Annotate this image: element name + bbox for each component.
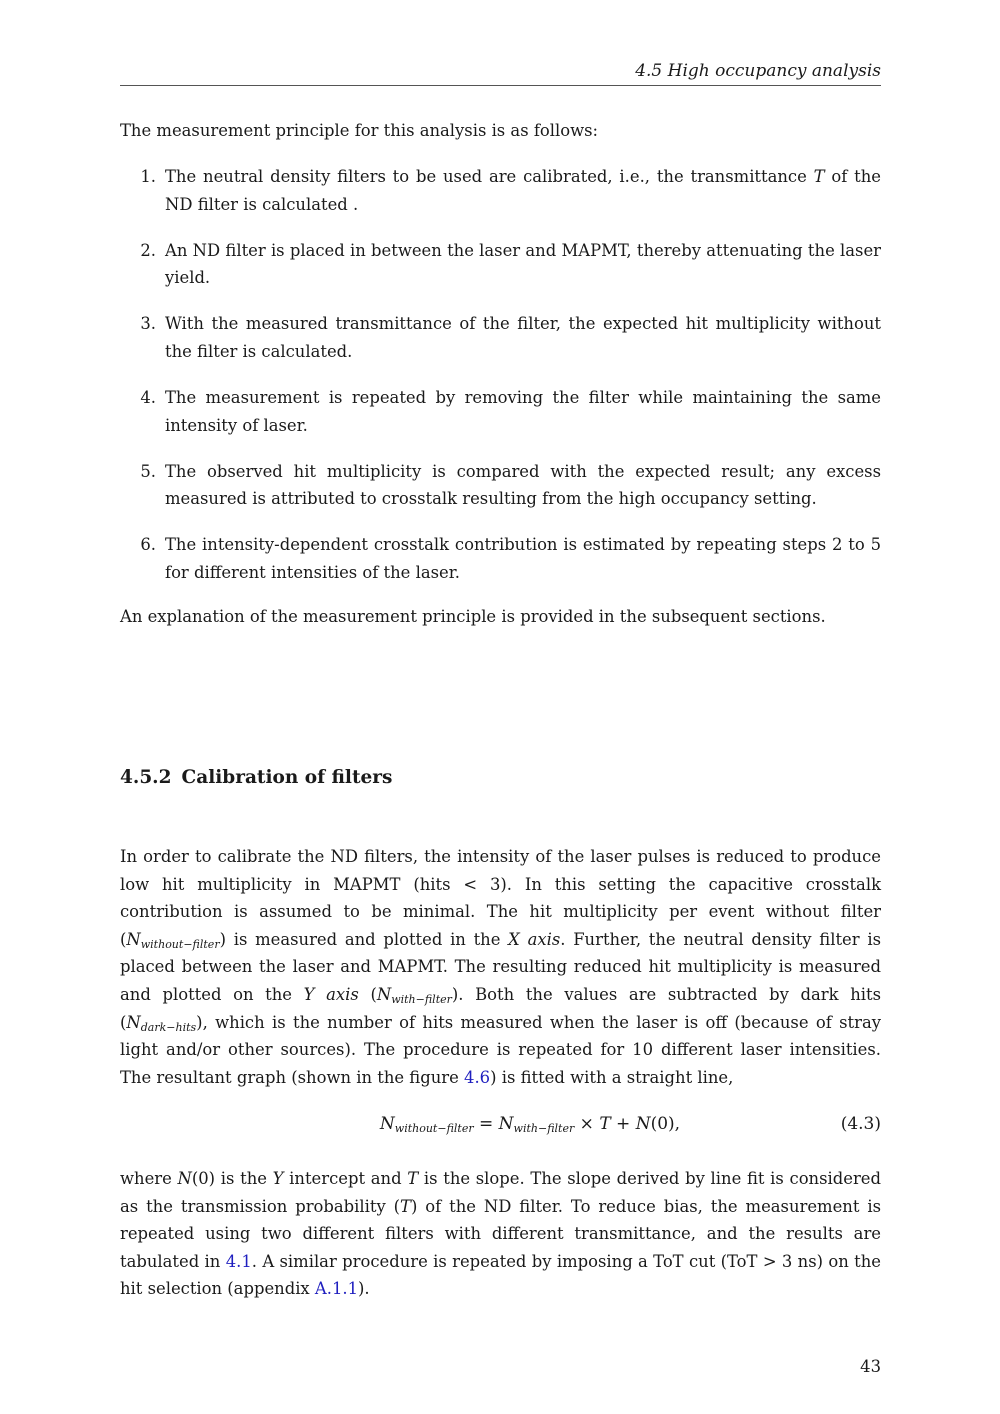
text-run: ). Both the values are subtracted by dark hits (: [120, 984, 882, 1032]
math-variable: N: [126, 929, 141, 949]
math-subscript: without−filter: [394, 1122, 474, 1135]
math-variable: X axis: [508, 929, 561, 949]
list-item: [120, 310, 881, 365]
math-variable: N: [379, 1114, 395, 1134]
list-text: An ND filter is placed in between the laser and MAPMT, thereby attenuating the laser yield.: [165, 240, 881, 288]
math-variable: N: [498, 1114, 514, 1134]
intro-paragraph: The measurement principle for this analysis is as follows:: [120, 121, 599, 140]
math-variable: T: [400, 1196, 411, 1216]
text-run: (: [358, 984, 377, 1004]
math-variable: N: [126, 1012, 141, 1032]
header-rule: [120, 85, 881, 86]
list-item: [120, 237, 881, 292]
text-run: ) is measured and plotted in the: [219, 929, 509, 949]
figure-reference-link[interactable]: 4.6: [464, 1067, 491, 1087]
math-subscript: with−filter: [513, 1122, 575, 1135]
list-item: [120, 384, 881, 439]
math-variable: N: [376, 984, 392, 1004]
list-number: 3.: [140, 314, 156, 334]
section-number: 4.5.2: [120, 767, 172, 788]
list-text: With the measured transmittance of the filter, the expected hit multiplicity without the filter is calculated.: [165, 314, 881, 361]
list-text-part: The neutral density filters to be used are calibrated, i.e., the transmittance: [165, 167, 814, 186]
list-number: 1.: [140, 167, 156, 186]
equation-body: [330, 1114, 730, 1134]
list-text: The observed hit multiplicity is compared with the expected result; any excess measured is attributed to crosstalk resulting from the high occupancy setting.: [165, 461, 881, 509]
list-number: 4.: [140, 388, 156, 408]
calibration-paragraph: [120, 843, 881, 1091]
outro-paragraph: An explanation of the measurement principle is provided in the subsequent sections.: [120, 607, 826, 626]
after-equation-paragraph: [120, 1165, 881, 1303]
math-subscript: without−filter: [140, 937, 220, 951]
equation-number: (4.3): [840, 1114, 881, 1134]
math-subscript: dark−hits: [140, 1020, 197, 1034]
text-run: ) is fitted with a straight line,: [490, 1067, 734, 1087]
text-run: In order to calibrate the ND filters, the intensity of the laser pulses is reduced to produce low hit multiplicity in MAPMT (hits < 3). In this setting the capacitive crosstalk contribution is assumed to be minimal. The hit multiplicity per event without filter (: [120, 847, 881, 949]
text-run: ), which is the number of hits measured when the laser is off (because of stray light and/or other sources). The procedure is repeated for 10 different laser intensities. The resultant graph (shown in the figure: [120, 1012, 881, 1087]
measurement-steps-list: [120, 163, 881, 605]
list-number: 5.: [140, 461, 156, 481]
list-item: [120, 163, 881, 218]
list-number: 6.: [140, 535, 156, 555]
math-variable: T: [813, 167, 825, 186]
list-item: [120, 531, 881, 586]
text-run: is the slope. The slope derived by line fit is considered as the transmission probability (: [120, 1169, 881, 1216]
section-title: Calibration of filters: [181, 767, 393, 788]
list-text: The intensity-dependent crosstalk contribution is estimated by repeating steps 2 to 5 for different intensities of the laser.: [165, 535, 881, 583]
math-variable: N: [635, 1114, 651, 1134]
math-variable: T: [599, 1114, 611, 1134]
math-variable: Y axis: [303, 984, 359, 1004]
math-operator: ×: [574, 1114, 600, 1134]
text-run: where: [120, 1169, 178, 1188]
math-variable: T: [407, 1169, 419, 1188]
text-run: . Further, the neutral density filter is placed between the laser and MAPMT. The resulting reduced hit multiplicity is measured and plotted on the: [120, 929, 881, 1004]
section-heading: [120, 767, 392, 788]
math-subscript: with−filter: [391, 992, 452, 1006]
math-operator: =: [473, 1114, 499, 1134]
list-text: The measurement is repeated by removing the filter while maintaining the same intensity of laser.: [165, 388, 881, 435]
equation-4-3: [120, 1114, 881, 1144]
math-variable: Y: [272, 1169, 284, 1188]
text-run: intercept and: [283, 1169, 408, 1188]
text-run: (0) is the: [191, 1169, 273, 1188]
page-number: 43: [860, 1357, 881, 1376]
math-variable: N: [177, 1169, 192, 1188]
list-text-part: of the ND filter is calculated .: [165, 167, 881, 214]
list-item: [120, 458, 881, 513]
running-head: 4.5 High occupancy analysis: [635, 61, 881, 81]
list-number: 2.: [140, 240, 156, 260]
appendix-reference-link[interactable]: A.1.1: [314, 1279, 359, 1299]
text-run: ).: [358, 1279, 370, 1299]
math-operator: +: [610, 1114, 636, 1134]
text-run: ) of the ND filter. To reduce bias, the measurement is repeated using two different filters with different transmittance, and the results are tabulated in: [120, 1196, 881, 1271]
text-run: . A similar procedure is repeated by imposing a ToT cut (ToT > 3 ns) on the hit selection (appendix: [120, 1251, 881, 1299]
math-argument: (0),: [650, 1114, 681, 1134]
table-reference-link[interactable]: 4.1: [225, 1251, 252, 1271]
